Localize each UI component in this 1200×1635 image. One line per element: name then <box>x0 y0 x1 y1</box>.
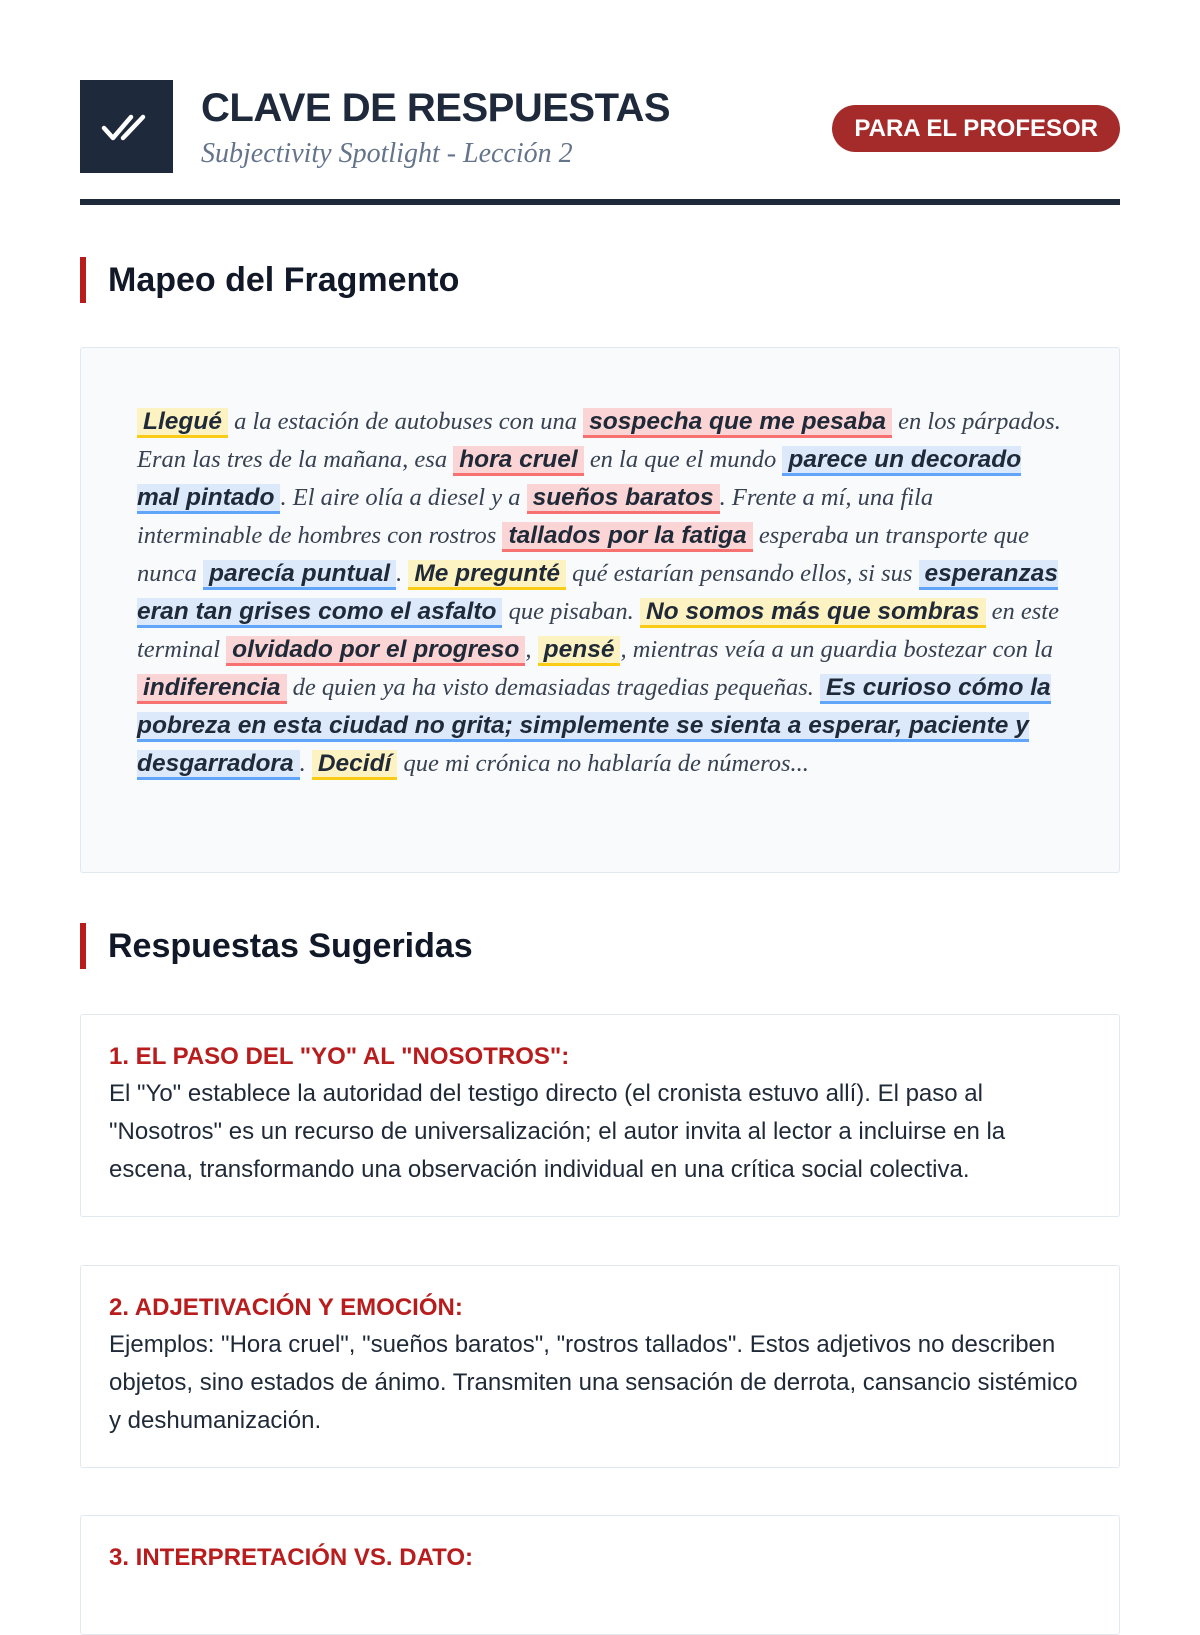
passage-segment: , <box>525 636 538 663</box>
highlight-red: indiferencia <box>137 674 287 704</box>
highlight-blue: parecía puntual <box>203 560 396 590</box>
passage-text <box>137 403 1064 783</box>
double-check-icon <box>101 110 153 144</box>
highlight-blue: parece un decorado mal pintado <box>137 446 1021 514</box>
passage-segment: a la estación de autobuses con una <box>227 408 584 435</box>
answer-title: 1. EL PASO DEL "YO" AL "NOSOTROS": <box>109 1043 570 1070</box>
highlight-yellow: Me pregunté <box>408 560 566 590</box>
passage-segment: que mi crónica no hablaría de números... <box>397 750 809 777</box>
passage-segment: , mientras veía a un guardia bostezar con la <box>620 636 1054 663</box>
passage-segment: . El aire olía a diesel y a <box>280 484 527 511</box>
highlight-red: sospecha que me pesaba <box>583 408 892 438</box>
mapping-section-title: Mapeo del Fragmento <box>80 257 459 303</box>
highlight-yellow: No somos más que sombras <box>640 598 986 628</box>
passage-box <box>80 347 1120 873</box>
highlight-red: tallados por la fatiga <box>502 522 752 552</box>
highlight-yellow: Llegué <box>137 408 228 438</box>
highlight-red: olvidado por el progreso <box>226 636 525 666</box>
passage-segment: en este terminal <box>137 598 1059 663</box>
teacher-badge: PARA EL PROFESOR <box>832 105 1120 152</box>
logo-badge <box>80 80 173 173</box>
passage-segment: que pisaban. <box>502 598 640 625</box>
highlight-yellow: pensé <box>538 636 621 666</box>
passage-segment: . <box>299 750 312 777</box>
answer-body: Ejemplos: "Hora cruel", "sueños baratos", "rostros tallados". Estos adjetivos no describen objetos, sino estados de ánimo. Transmiten una sensación de derrota, cansancio sistémico y deshumanización. <box>109 1331 1078 1434</box>
answer-card-2 <box>80 1265 1120 1468</box>
passage-segment: en los párpados. Eran las tres de la mañana, esa <box>137 408 1061 473</box>
answer-card-3 <box>80 1515 1120 1635</box>
highlight-red: sueños baratos <box>527 484 720 514</box>
answer-card-1 <box>80 1014 1120 1217</box>
answer-body: El "Yo" establece la autoridad del testigo directo (el cronista estuvo allí). El paso al "Nosotros" es un recurso de universalización; el autor invita al lector a incluirse en la escena, transformando una observación individual en una crítica social colectiva. <box>109 1080 1006 1183</box>
highlight-red: hora cruel <box>453 446 583 476</box>
page-subtitle: Subjectivity Spotlight - Lección 2 <box>201 138 573 169</box>
passage-segment: de quien ya ha visto demasiadas tragedias pequeñas. <box>286 674 821 701</box>
page-header <box>80 80 1120 205</box>
answers-section-title: Respuestas Sugeridas <box>80 923 473 969</box>
passage-segment: esperaba un transporte que nunca <box>137 522 1029 587</box>
answer-title: 2. ADJETIVACIÓN Y EMOCIÓN: <box>109 1294 463 1321</box>
page-title: CLAVE DE RESPUESTAS <box>201 86 671 130</box>
highlight-blue: esperanzas eran tan grises como el asfalto <box>137 560 1058 628</box>
highlight-blue: Es curioso cómo la pobreza en esta ciudad no grita; simplemente se sienta a esperar, paciente y desgarradora <box>137 674 1051 780</box>
passage-segment: . <box>396 560 409 587</box>
highlight-yellow: Decidí <box>312 750 398 780</box>
passage-segment: . Frente a mí, una fila interminable de hombres con rostros <box>137 484 934 549</box>
passage-segment: qué estarían pensando ellos, si sus <box>565 560 919 587</box>
answer-title: 3. INTERPRETACIÓN VS. DATO: <box>109 1544 474 1571</box>
passage-segment: en la que el mundo <box>583 446 783 473</box>
